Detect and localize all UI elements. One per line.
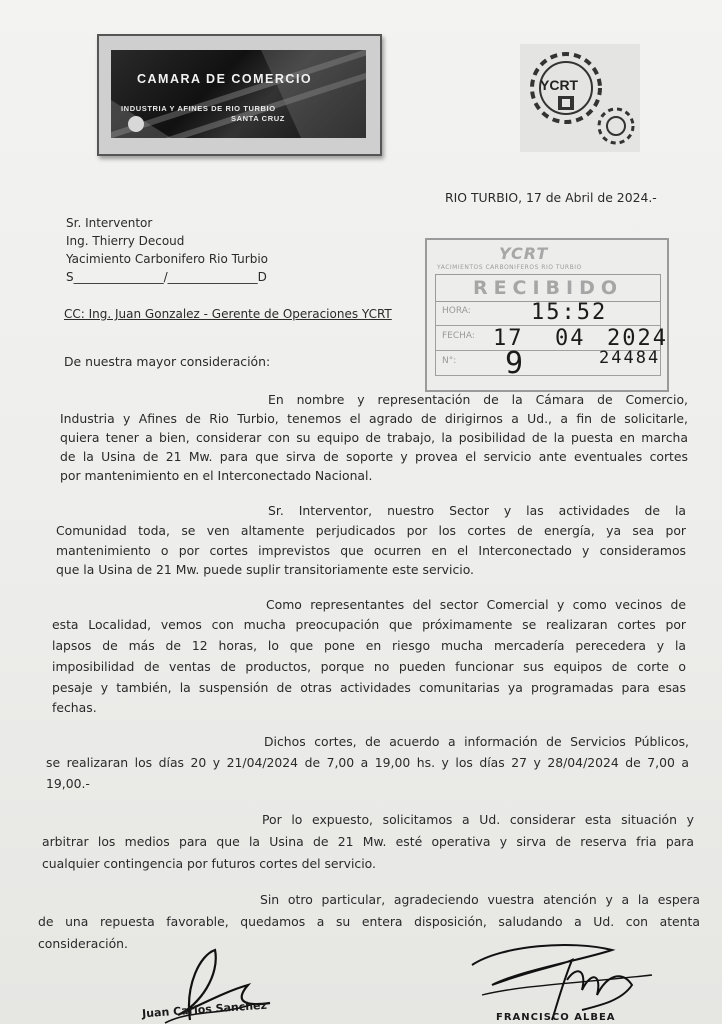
stamp-num-label: N°: xyxy=(442,356,457,366)
paragraph3-line: imposibilidad de ventas de productos, porque no pueden funcionar sus equipos de corte o xyxy=(52,659,686,674)
paragraph3-line: lapsos de más de 12 horas, lo que pone en riesgo mucha mercadería perecedera y la xyxy=(52,638,686,653)
paragraph3-line: Como representantes del sector Comercial y como vecinos de xyxy=(266,597,686,612)
paragraph5-line: Por lo expuesto, solicitamos a Ud. considerar esta situación y xyxy=(262,812,694,827)
chamber-logo-subtitle: INDUSTRIA Y AFINES DE RIO TURBIO xyxy=(121,104,276,113)
letter-date: RIO TURBIO, 17 de Abril de 2024.- xyxy=(445,190,657,205)
paragraph2-line: Sr. Interventor, nuestro Sector y las actividades de la xyxy=(268,503,686,518)
stamp-hora-value: 15:52 xyxy=(531,300,608,325)
paragraph6-line: consideración. xyxy=(38,936,128,951)
paragraph1-line: por mantenimiento en el Interconectado Nacional. xyxy=(60,468,373,483)
paragraph4-line: se realizaran los días 20 y 21/04/2024 de 7,00 a 19,00 hs. y los días 27 y 28/04/2024 de 7,00 a xyxy=(46,755,689,770)
recipient-name: Ing. Thierry Decoud xyxy=(66,234,185,248)
paragraph1-line: de la Usina de 21 Mw. para que sirva de soporte y provea el servicio ante eventuales cortes xyxy=(60,449,688,464)
left-signatory-name: Juan Carlos Sanchez xyxy=(141,998,268,1021)
paragraph4-line: 19,00.- xyxy=(46,776,90,791)
paragraph6-line: Sin otro particular, agradeciendo vuestra atención y a la espera xyxy=(260,892,700,907)
stamp-brand: YCRT xyxy=(499,244,549,263)
gear-icon xyxy=(520,44,640,152)
stamp-fecha-year: 2024 xyxy=(607,326,668,351)
paragraph2-line: Comunidad toda, se ven altamente perjudicados por los cortes de energía, ya sea por xyxy=(56,523,686,538)
paragraph6-line: de una repuesta favorable, quedamos a su entera disposición, saludando a Ud. con atenta xyxy=(38,914,700,929)
stamp-fecha-month: 04 xyxy=(555,326,586,351)
ycrt-logo xyxy=(520,44,640,152)
salutation: De nuestra mayor consideración: xyxy=(64,354,271,369)
stamp-num-value: 9 xyxy=(505,346,526,381)
ycrt-logo-text: YCRT xyxy=(540,77,579,93)
chamber-logo-emblem xyxy=(111,50,366,138)
paragraph5-line: cualquier contingencia por futuros cortes del servicio. xyxy=(42,856,376,871)
paragraph2-line: mantenimiento o por cortes imprevistos que ocurren en el Interconectado y consideramos xyxy=(56,543,686,558)
stamp-hora-label: HORA: xyxy=(442,306,471,316)
paragraph1-line: En nombre y representación de la Cámara de Comercio, xyxy=(268,392,688,407)
cc-line: CC: Ing. Juan Gonzalez - Gerente de Operaciones YCRT xyxy=(64,307,392,321)
paragraph5-line: arbitrar los medios para que la Usina de 21 Mw. esté operativa y sirva de reserva fria para xyxy=(42,834,694,849)
paragraph2-line: que la Usina de 21 Mw. puede suplir transitoriamente este servicio. xyxy=(56,562,474,577)
received-stamp xyxy=(425,238,669,392)
paragraph3-line: fechas. xyxy=(52,700,97,715)
paragraph3-line: esta Localidad, vemos con mucha preocupación que próximamente se realizaran cortes por xyxy=(52,617,686,632)
chamber-logo xyxy=(97,34,382,156)
stamp-fecha-label: FECHA: xyxy=(442,331,475,341)
right-signatory-name: FRANCISCO ALBEA xyxy=(496,1012,616,1023)
stamp-reg-value: 24484 xyxy=(599,348,661,368)
flag-pattern-icon xyxy=(111,50,366,138)
right-signature xyxy=(462,925,662,1024)
paragraph4-line: Dichos cortes, de acuerdo a información de Servicios Públicos, xyxy=(264,734,689,749)
recipient-sd-line: S_______________/_______________D xyxy=(66,270,267,284)
recipient-title: Sr. Interventor xyxy=(66,216,153,230)
paragraph1-line: quiera tener a bien, considerar con su equipo de trabajo, la posibilidad de la puesta en marcha xyxy=(60,430,688,445)
stamp-received-label: RECIBIDO xyxy=(435,274,661,302)
stamp-org: YACIMIENTOS CARBONIFEROS RIO TURBIO xyxy=(437,264,582,271)
stamp-fecha-day: 17 xyxy=(493,326,524,351)
paragraph1-line: Industria y Afines de Rio Turbio, tenemos el agrado de dirigirnos a Ud., a fin de solicitarle, xyxy=(60,411,688,426)
paragraph3-line: pesaje y también, la suspensión de otras actividades comunitarias ya programadas para esas xyxy=(52,680,686,695)
chamber-logo-title: CAMARA DE COMERCIO xyxy=(137,72,313,86)
recipient-company: Yacimiento Carbonifero Rio Turbio xyxy=(66,252,269,266)
chamber-logo-region: SANTA CRUZ xyxy=(231,114,285,123)
